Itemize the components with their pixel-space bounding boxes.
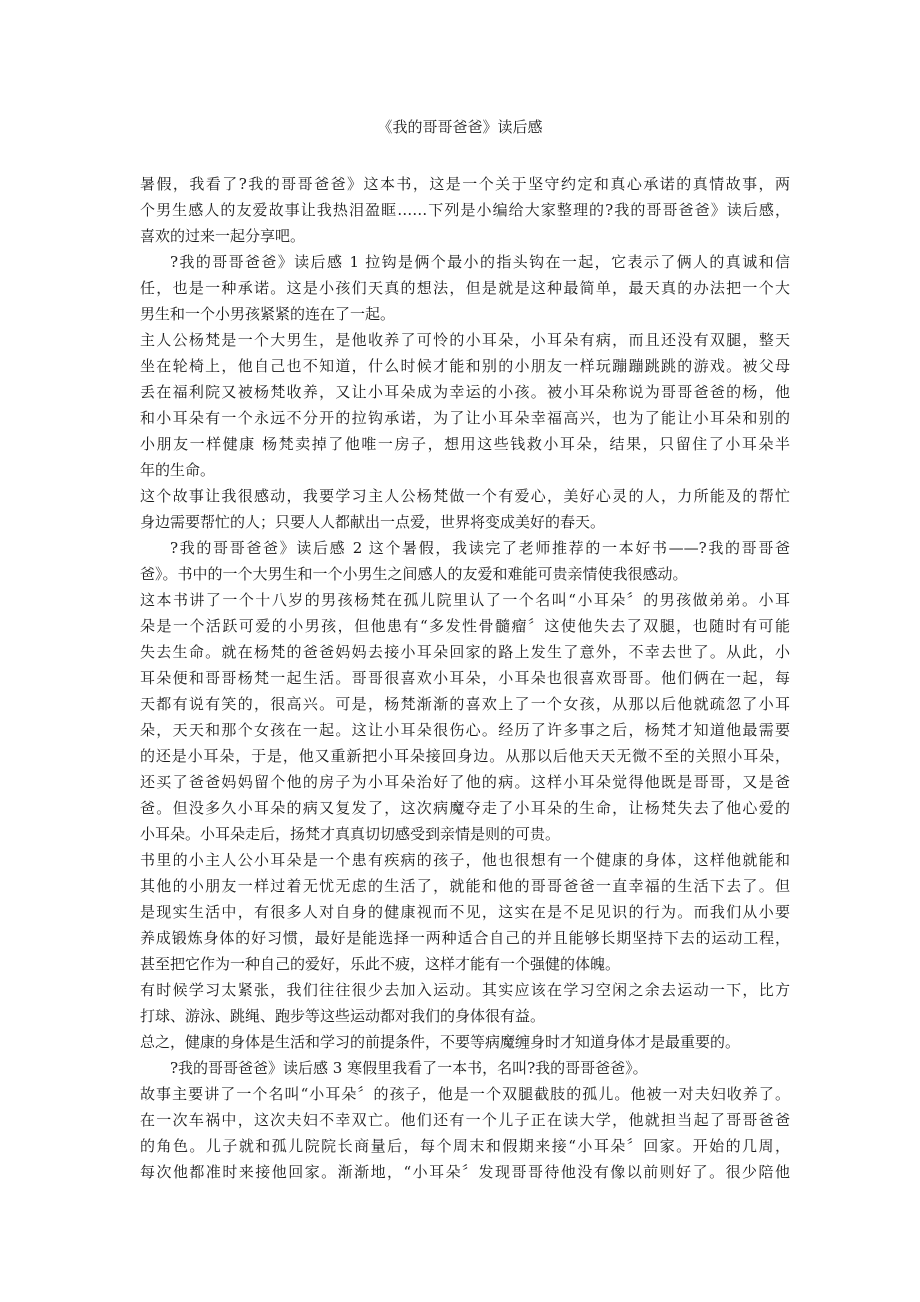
text-line: 小朋友一样健康 杨梵卖掉了他唯一房子，想用这些钱救小耳朵，结果，只留住了小耳朵半 — [140, 435, 790, 453]
text-line: 天都有说有笑的，很高兴。可是，杨梵渐渐的喜欢上了一个女孩，从那以后他就疏忽了小耳 — [140, 695, 790, 713]
text-line: 打球、游泳、跳绳、跑步等这些运动都对我们的身体很有益。 — [140, 1007, 546, 1025]
section-heading-line: ?我的哥哥爸爸》读后感 2 这个暑假，我读完了老师推荐的一本好书——?我的哥哥爸 — [170, 539, 790, 557]
text-line: 养成锻炼身体的好习惯，最好是能选择一两种适合自己的并且能够长期坚持下去的运动工程， — [140, 929, 790, 947]
text-line: 小耳朵。小耳朵走后，扬梵才真真切切感受到亲情是则的可贵。 — [140, 825, 561, 843]
text-line: 朵是一个活跃可爱的小男孩，但他患有“多发性骨髓瘤〞这使他失去了双腿，也随时有可能 — [140, 617, 790, 635]
text-line: 其他的小朋友一样过着无忧无虑的生活了，就能和他的哥哥爸爸一直幸福的生活下去了。但 — [140, 877, 790, 895]
text-line: 爸》。书中的一个大男生和一个小男生之间感人的友爱和难能可贵亲情使我很感动。 — [140, 565, 688, 583]
text-line: 身边需要帮忙的人；只要人人都献出一点爱，世界将变成美好的春天。 — [140, 513, 606, 531]
text-line: 总之，健康的身体是生活和学习的前提条件，不要等病魔缠身时才知道身体才是最重要的。 — [140, 1033, 741, 1051]
text-line: 喜欢的过来一起分享吧。 — [140, 227, 306, 245]
text-line: 个男生感人的友爱故事让我热泪盈眶……下列是小编给大家整理的?我的哥哥爸爸》读后感， — [140, 201, 790, 219]
text-line: 甚至把它作为一种自己的爱好，乐此不疲，这样才能有一个强健的体魄。 — [140, 955, 621, 973]
section-heading-line: ?我的哥哥爸爸》读后感 3 寒假里我看了一本书，名叫?我的哥哥爸爸》。 — [170, 1059, 648, 1077]
text-line: 主人公杨梵是一个大男生，是他收养了可怜的小耳朵，小耳朵有病，而且还没有双腿，整天 — [140, 331, 790, 349]
text-line: 耳朵便和哥哥杨梵一起生活。哥哥很喜欢小耳朵，小耳朵也很喜欢哥哥。他们俩在一起，每 — [140, 669, 790, 687]
text-line: 爸。但没多久小耳朵的病又复发了，这次病魔夺走了小耳朵的生命，让杨梵失去了他心爱的 — [140, 799, 790, 817]
text-line: 有时候学习太紧张，我们往往很少去加入运动。其实应该在学习空闲之余去运动一下，比方 — [140, 981, 790, 999]
section-heading-line: ?我的哥哥爸爸》读后感 1 拉钩是俩个最小的指头钩在一起，它表示了俩人的真诚和信 — [170, 253, 790, 271]
text-line: 丢在福利院又被杨梵收养，又让小耳朵成为幸运的小孩。被小耳朵称说为哥哥爸爸的杨，他 — [140, 383, 790, 401]
text-line: 这个故事让我很感动，我要学习主人公杨梵做一个有爱心，美好心灵的人，力所能及的帮忙 — [140, 487, 790, 505]
text-line: 的角色。儿子就和孤儿院院长商量后，每个周末和假期来接“小耳朵〞回家。开始的几周， — [140, 1137, 790, 1155]
text-line: 坐在轮椅上，他自己也不知道，什么时候才能和别的小朋友一样玩蹦蹦跳跳的游戏。被父母 — [140, 357, 790, 375]
text-line: 在一次车祸中，这次夫妇不幸双亡。他们还有一个儿子正在读大学，他就担当起了哥哥爸爸 — [140, 1111, 790, 1129]
text-line: 年的生命。 — [140, 461, 216, 479]
document-title: 《我的哥哥爸爸》读后感 — [377, 118, 543, 136]
text-line: 故事主要讲了一个名叫“小耳朵〞的孩子，他是一个双腿截肢的孤儿。他被一对夫妇收养了。 — [140, 1085, 790, 1103]
text-line: 男生和一个小男孩紧紧的连在了一起。 — [140, 305, 396, 323]
text-line: 这本书讲了一个十八岁的男孩杨梵在孤儿院里认了一个名叫“小耳朵〞的男孩做弟弟。小耳 — [140, 591, 790, 609]
text-line: 暑假，我看了?我的哥哥爸爸》这本书，这是一个关于坚守约定和真心承诺的真情故事，两 — [140, 175, 790, 193]
text-line: 书里的小主人公小耳朵是一个患有疾病的孩子，他也很想有一个健康的身体，这样他就能和 — [140, 851, 790, 869]
text-line: 任，也是一种承诺。这是小孩们天真的想法，但是就是这种最简单，最天真的办法把一个大 — [140, 279, 790, 297]
text-line: 是现实生活中，有很多人对自身的健康视而不见，这实在是不足见识的行为。而我们从小要 — [140, 903, 790, 921]
text-line: 的还是小耳朵，于是，他又重新把小耳朵接回身边。从那以后他天天无微不至的关照小耳朵， — [140, 747, 790, 765]
text-line: 还买了爸爸妈妈留个他的房子为小耳朵治好了他的病。这样小耳朵觉得他既是哥哥，又是爸 — [140, 773, 790, 791]
text-line: 朵，天天和那个女孩在一起。这让小耳朵很伤心。经历了许多事之后，杨梵才知道他最需要 — [140, 721, 790, 739]
text-line: 和小耳朵有一个永远不分开的拉钩承诺，为了让小耳朵幸福高兴，也为了能让小耳朵和别的 — [140, 409, 790, 427]
text-line: 每次他都准时来接他回家。渐渐地，“小耳朵〞发现哥哥待他没有像以前则好了。很少陪他 — [140, 1163, 790, 1181]
text-line: 失去生命。就在杨梵的爸爸妈妈去接小耳朵回家的路上发生了意外，不幸去世了。从此，小 — [140, 643, 790, 661]
document-body — [140, 171, 790, 1185]
